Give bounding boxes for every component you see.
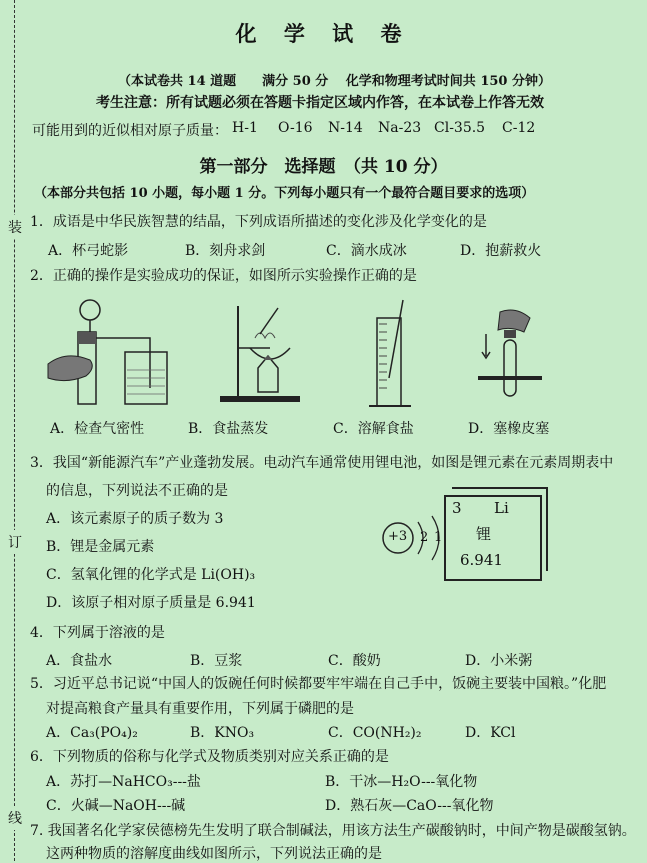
rubber-stopper-figure: [470, 304, 550, 408]
binding-char-xian: 线: [8, 806, 22, 830]
binding-dashed-line: [14, 0, 15, 861]
q6-option-a: A．苏打—NaHCO₃---盐: [46, 774, 201, 790]
page-title: 化 学 试 卷: [235, 21, 412, 46]
q7-stem-line2: 这两种物质的溶解度曲线如图所示，下列说法正确的是: [46, 846, 382, 862]
q3-stem-line2: 的信息，下列说法不正确的是: [46, 483, 228, 499]
binding-char-zhuang: 装: [8, 215, 22, 239]
atomic-mass-n: N-14: [328, 120, 363, 136]
q4-option-c: C．酸奶: [328, 653, 381, 669]
q4-option-a: A．食盐水: [46, 653, 113, 669]
airtightness-check-figure: [40, 292, 170, 412]
atomic-mass-label: 可能用到的近似相对原子质量：: [32, 123, 228, 139]
q2-option-a: A．检查气密性: [50, 421, 145, 437]
q3-option-a: A．该元素原子的质子数为 3: [46, 511, 224, 527]
atom-shell-2-electrons: 1: [434, 530, 443, 545]
dissolve-salt-figure: [365, 298, 425, 410]
atomic-mass-c: C-12: [502, 120, 536, 136]
q7-stem-line1: 7. 我国著名化学家侯德榜先生发明了联合制碱法，用该方法生产碳酸钠时，中间产物是碳酸氢钠。: [30, 823, 636, 839]
exam-info: （本试卷共 14 道题 满分 50 分 化学和物理考试时间共 150 分钟）: [118, 74, 551, 89]
binding-char-ding: 订: [8, 530, 22, 554]
q6-option-c: C．火碱—NaOH---碱: [46, 798, 186, 814]
q2-option-b: B．食盐蒸发: [188, 421, 269, 437]
atom-nucleus-charge: +3: [388, 529, 408, 544]
q5-stem-line1: 5．习近平总书记说“中国人的饭碗任何时候都要牢牢端在自己手中，饭碗主要装中国粮。”化肥: [30, 676, 607, 692]
q3-option-d: D．该原子相对原子质量是 6.941: [46, 595, 256, 611]
element-atomic-number: 3: [452, 499, 462, 517]
q1-option-b: B．刻舟求剑: [185, 243, 266, 259]
lithium-element-cell: [444, 495, 542, 581]
q4-stem: 4．下列属于溶液的是: [30, 625, 165, 641]
q5-option-d: D．KCl: [465, 725, 516, 741]
q4-option-b: B．豆浆: [190, 653, 243, 669]
atom-shell-1-electrons: 2: [420, 530, 429, 545]
q2-option-d: D．塞橡皮塞: [468, 421, 550, 437]
q5-stem-line2: 对提高粮食产量具有重要作用，下列属于磷肥的是: [46, 701, 354, 717]
q1-option-d: D．抱薪救火: [460, 243, 542, 259]
q5-option-c: C．CO(NH₂)₂: [328, 725, 422, 741]
q6-option-d: D．熟石灰—CaO---氧化物: [325, 798, 494, 814]
q3-option-c: C．氢氧化锂的化学式是 Li(OH)₃: [46, 567, 256, 583]
salt-evaporation-figure: [200, 298, 310, 408]
atomic-mass-na: Na-23: [378, 120, 422, 136]
element-atomic-mass: 6.941: [460, 551, 503, 569]
q5-option-b: B．KNO₃: [190, 725, 255, 741]
atomic-mass-cl: Cl-35.5: [434, 120, 486, 136]
element-name: 锂: [476, 525, 492, 543]
atomic-mass-h: H-1: [232, 120, 258, 136]
q1-stem: 1．成语是中华民族智慧的结晶，下列成语所描述的变化涉及化学变化的是: [30, 214, 487, 230]
section-title: 第一部分 选择题 （共 10 分）: [199, 157, 448, 177]
q3-option-b: B．锂是金属元素: [46, 539, 155, 555]
exam-notice: 考生注意：所有试题必须在答题卡指定区域内作答，在本试卷上作答无效: [96, 95, 544, 111]
atomic-mass-o: O-16: [278, 120, 313, 136]
q1-option-c: C．滴水成冰: [326, 243, 407, 259]
q3-stem-line1: 3．我国“新能源汽车”产业蓬勃发展。电动汽车通常使用锂电池，如图是锂元素在元素周期表中: [30, 455, 614, 471]
q2-option-c: C．溶解食盐: [333, 421, 414, 437]
q4-option-d: D．小米粥: [465, 653, 533, 669]
element-symbol: Li: [494, 499, 509, 517]
section-note: （本部分共包括 10 小题，每小题 1 分。下列每小题只有一个最符合题目要求的选项）: [34, 186, 535, 201]
q2-stem: 2．正确的操作是实验成功的保证，如图所示实验操作正确的是: [30, 268, 417, 284]
q1-option-a: A．杯弓蛇影: [48, 243, 129, 259]
q6-stem: 6．下列物质的俗称与化学式及物质类别对应关系正确的是: [30, 749, 389, 765]
q6-option-b: B．干冰—H₂O---氧化物: [325, 774, 478, 790]
q5-option-a: A．Ca₃(PO₄)₂: [46, 725, 138, 741]
